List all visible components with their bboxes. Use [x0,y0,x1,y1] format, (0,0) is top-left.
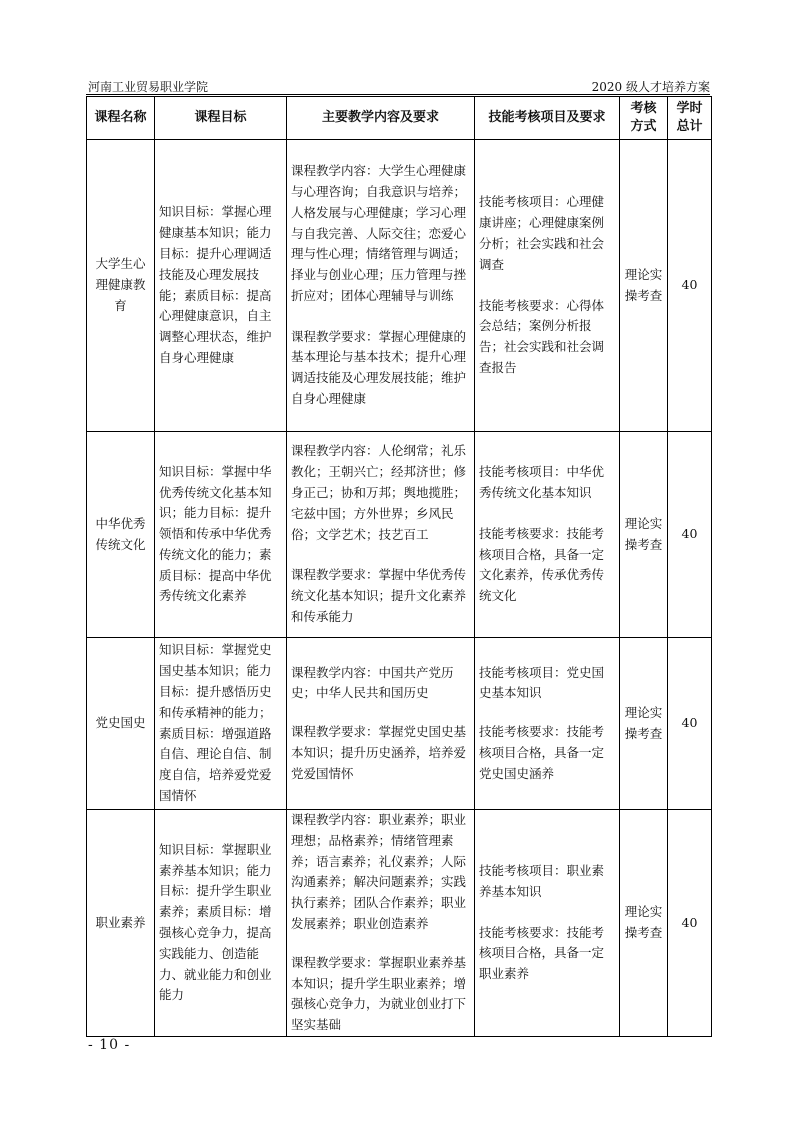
table-row [87,140,712,432]
total-hours: 40 [668,140,712,432]
skill-assessment [475,140,620,432]
assessment-method: 理论实操考查 [620,810,668,1037]
total-hours: 40 [668,810,712,1037]
content-main: 课程教学内容：大学生心理健康与心理咨询；自我意识与培养；人格发展与心理健康；学习心理与自我完善、人际交往；恋爱心理与性心理；情绪管理与调适；择业与创业心理；压力管理与挫折应对；团体心理辅导与训练 [291,163,467,303]
skill-requirements: 技能考核要求：技能考核项目合格，具备一定文化素养，传承优秀传统文化 [479,525,605,604]
course-name: 大学生心理健康教育 [87,140,155,432]
assessment-method: 理论实操考查 [620,140,668,432]
header-hours-line1: 学时 [676,101,703,116]
skill-requirements: 技能考核要求：心得体会总结；案例分析报告；社会实践和社会调查报告 [479,297,605,375]
teaching-content [287,810,475,1037]
content-requirements: 课程教学要求：掌握中华优秀传统文化基本知识；提升文化素养和传承能力 [291,567,467,624]
content-main: 课程教学内容：人伦纲常；礼乐教化；王朝兴亡；经邦济世；修身正己；协和万邦；舆地揽胜；宅兹中国；方外世界；乡风民俗；文学艺术；技艺百工 [291,443,467,542]
course-name: 中华优秀传统文化 [87,432,155,638]
skill-items: 技能考核项目：中华优秀传统文化基本知识 [479,464,605,500]
skill-assessment [475,810,620,1037]
course-goal: 知识目标：掌握职业素养基本知识；能力目标：提升学生职业素养；素质目标：增强核心竞争力，提高实践能力、创造能力、就业能力和创业能力 [155,810,287,1037]
header-rule [86,94,710,95]
total-hours: 40 [668,638,712,810]
content-requirements: 课程教学要求：掌握职业素养基本知识；提升学生职业素养；增强核心竞争力，为就业创业打下坚实基础 [291,954,467,1033]
teaching-content [287,638,475,810]
skill-assessment [475,638,620,810]
header-institution: 河南工业贸易职业学院 [88,80,209,94]
table-header-row [87,97,712,140]
teaching-content [287,432,475,638]
course-goal: 知识目标：掌握心理健康基本知识；能力目标：提升心理调适技能及心理发展技能；素质目标：提高心理健康意识，自主调整心理状态，维护自身心理健康 [155,140,287,432]
table-row [87,638,712,810]
header-total-hours [668,97,712,140]
skill-items: 技能考核项目：党史国史基本知识 [479,664,605,701]
header-method-line2: 方式 [630,119,657,134]
page-header [88,76,710,94]
table-row [87,432,712,638]
teaching-content [287,140,475,432]
course-table [86,96,712,1037]
header-skill-assessment: 技能考核项目及要求 [475,97,620,140]
content-main: 课程教学内容：中国共产党历史；中华人民共和国历史 [291,664,454,701]
skill-requirements: 技能考核要求：技能考核项目合格，具备一定职业素养 [479,924,605,982]
assessment-method: 理论实操考查 [620,432,668,638]
header-hours-line2: 总计 [676,119,703,134]
skill-requirements: 技能考核要求：技能考核项目合格，具备一定党史国史涵养 [479,724,605,781]
header-teaching-content: 主要教学内容及要求 [287,97,475,140]
course-goal: 知识目标：掌握党史国史基本知识；能力目标：提升感悟历史和传承精神的能力；素质目标：增强道路自信、理论自信、制度自信，培养爱党爱国情怀 [155,638,287,810]
course-goal: 知识目标：掌握中华优秀传统文化基本知识；能力目标：提升领悟和传承中华优秀传统文化的能力；素质目标：提高中华优秀传统文化素养 [155,432,287,638]
course-name: 党史国史 [87,638,155,810]
content-main: 课程教学内容：职业素养；职业理想；品格素养；情绪管理素养；语言素养；礼仪素养；人际沟通素养；解决问题素养；实践执行素养；团队合作素养；职业发展素养；职业创造素养 [291,812,467,931]
table-row [87,810,712,1037]
total-hours: 40 [668,432,712,638]
course-name: 职业素养 [87,810,155,1037]
header-assessment-method [620,97,668,140]
skill-assessment [475,432,620,638]
header-course-goal: 课程目标 [155,97,287,140]
skill-items: 技能考核项目：心理健康讲座；心理健康案例分析；社会实践和社会调查 [479,194,605,272]
content-requirements: 课程教学要求：掌握心理健康的基本理论与基本技术；提升心理调适技能及心理发展技能；维护自身心理健康 [291,328,467,407]
assessment-method: 理论实操考查 [620,638,668,810]
header-document-title: 2020 级人才培养方案 [591,80,710,94]
header-course-name: 课程名称 [87,97,155,140]
content-requirements: 课程教学要求：掌握党史国史基本知识；提升历史涵养，培养爱党爱国情怀 [291,724,467,781]
header-method-line1: 考核 [630,101,657,116]
page-number: - 10 - [88,1037,131,1053]
skill-items: 技能考核项目：职业素养基本知识 [479,862,605,899]
